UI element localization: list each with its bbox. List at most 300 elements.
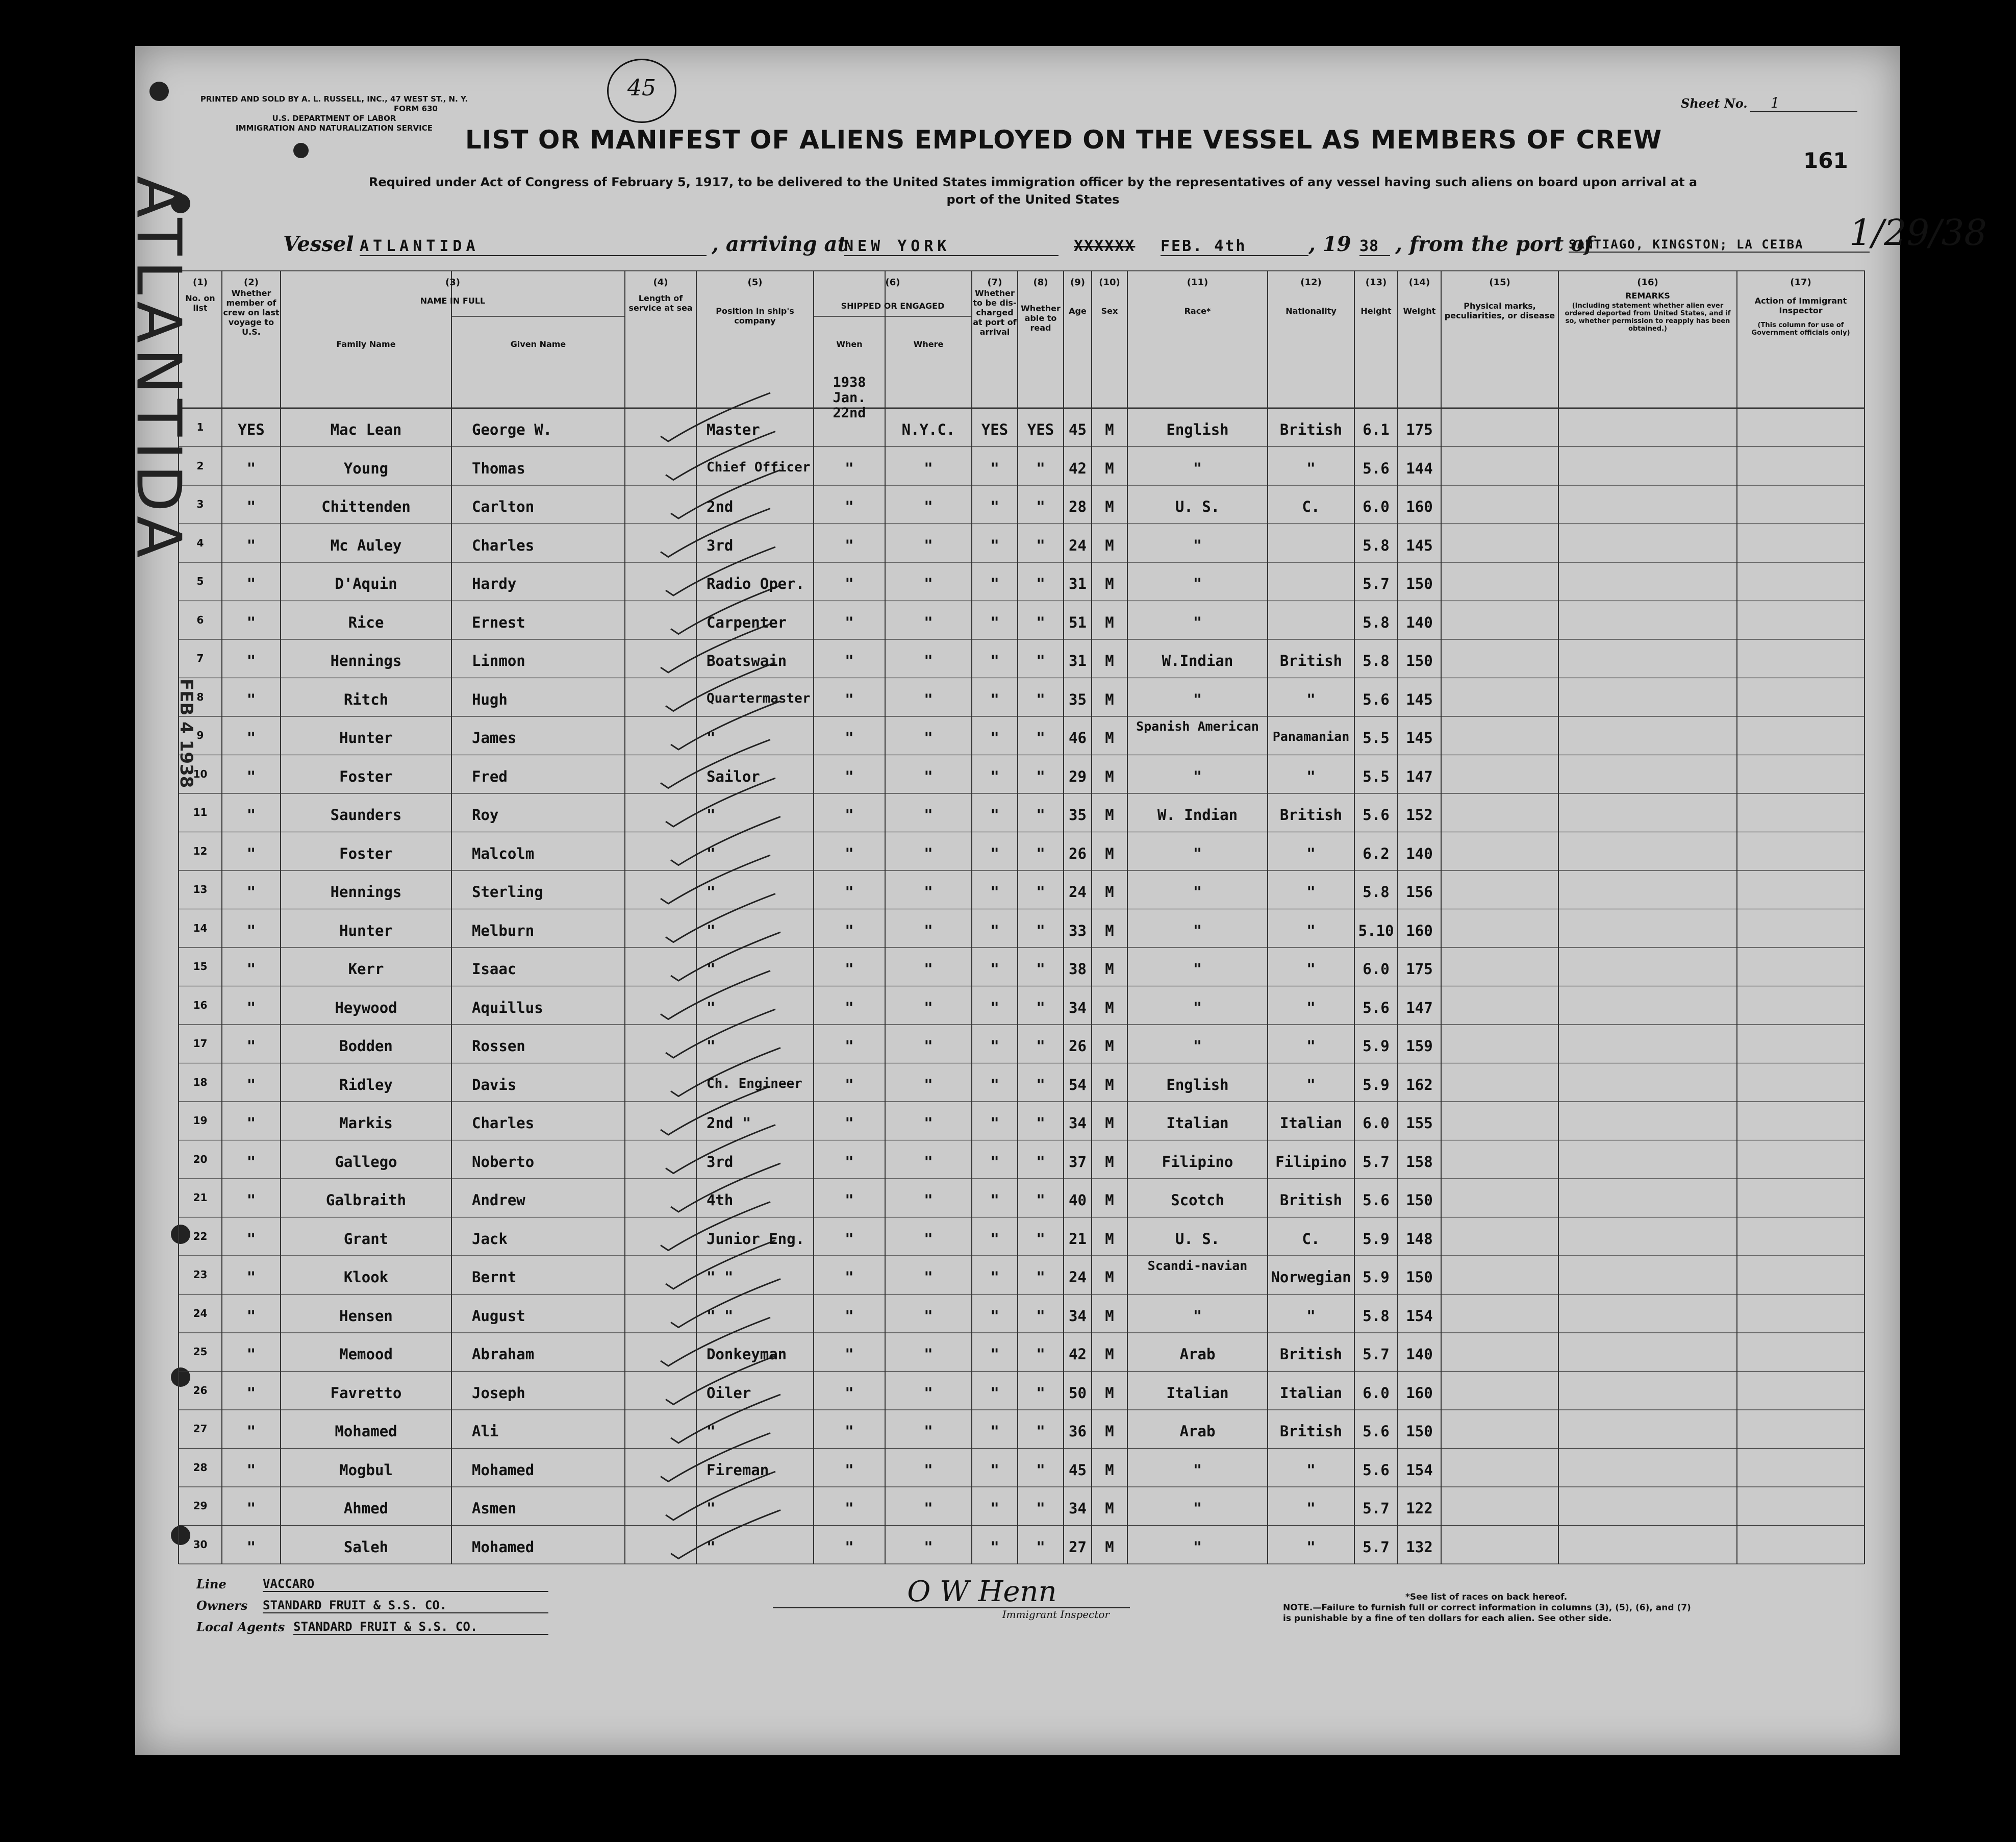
cell-where: " bbox=[924, 690, 933, 708]
table-row bbox=[135, 989, 1864, 1028]
cell-position: " " bbox=[707, 1307, 734, 1325]
cell-height: 6.0 bbox=[1363, 960, 1390, 978]
cell-nat: " bbox=[1306, 883, 1316, 901]
cell-age: 24 bbox=[1069, 1268, 1087, 1286]
cell-weight: 150 bbox=[1406, 652, 1433, 669]
cell-weight: 158 bbox=[1406, 1153, 1433, 1171]
cell-position: " bbox=[707, 806, 716, 824]
row-number: 27 bbox=[193, 1423, 208, 1435]
cell-family: Galbraith bbox=[325, 1191, 407, 1209]
cell-sex: M bbox=[1105, 1268, 1114, 1286]
cell-where: " bbox=[924, 1307, 933, 1325]
cell-weight: 160 bbox=[1406, 498, 1433, 515]
cell-height: 6.0 bbox=[1363, 1114, 1390, 1132]
cell-where: " bbox=[924, 1384, 933, 1402]
cell-given: Hugh bbox=[472, 690, 508, 708]
cell-sex: M bbox=[1105, 922, 1114, 939]
cell-position: " bbox=[707, 844, 716, 862]
cell-read: " bbox=[1036, 1500, 1045, 1517]
cell-race: Scandi-navian bbox=[1147, 1259, 1248, 1273]
cell-height: 5.8 bbox=[1363, 883, 1390, 901]
cell-disch: " bbox=[990, 1230, 999, 1248]
cell-height: 5.8 bbox=[1363, 1307, 1390, 1325]
cell-family: Saleh bbox=[343, 1538, 389, 1556]
cell-when: " bbox=[845, 459, 854, 477]
header-action-note: (This column for use of Government officials only) bbox=[1751, 321, 1850, 337]
cell-sex: M bbox=[1105, 1037, 1114, 1055]
cell-weight: 152 bbox=[1406, 806, 1433, 824]
cell-position: Radio Oper. bbox=[707, 575, 805, 592]
cell-where: " bbox=[924, 536, 933, 554]
cell-given: Roy bbox=[472, 806, 499, 824]
cell-voyage: " bbox=[246, 922, 256, 939]
cell-disch: " bbox=[990, 883, 999, 901]
cell-sex: M bbox=[1105, 690, 1114, 708]
row-number: 12 bbox=[193, 844, 208, 857]
cell-age: 36 bbox=[1069, 1423, 1087, 1440]
table-row bbox=[135, 1258, 1864, 1297]
cell-sex: M bbox=[1105, 1461, 1114, 1479]
cell-when: " bbox=[845, 1076, 854, 1093]
cell-voyage: " bbox=[246, 613, 256, 631]
cell-position: 3rd bbox=[707, 1153, 734, 1171]
cell-race: " bbox=[1193, 1307, 1202, 1325]
table-row bbox=[135, 565, 1864, 604]
cell-sex: M bbox=[1105, 498, 1114, 515]
table-row bbox=[135, 835, 1864, 874]
header-height: Height bbox=[1360, 306, 1392, 316]
cell-given: Ali bbox=[472, 1423, 499, 1440]
cell-when: " bbox=[845, 1230, 854, 1248]
cell-position: 2nd " bbox=[707, 1114, 751, 1132]
cell-height: 5.8 bbox=[1363, 613, 1390, 631]
cell-disch: " bbox=[990, 690, 999, 708]
subtitle-line: port of the United States bbox=[946, 192, 1120, 207]
manifest-sheet bbox=[122, 46, 1987, 1755]
cell-when: " bbox=[845, 767, 854, 785]
cell-voyage: " bbox=[246, 1384, 256, 1402]
agents-label: Local Agents bbox=[196, 1620, 285, 1634]
cell-given: Mohamed bbox=[472, 1461, 535, 1479]
printer-line: FORM 630 bbox=[393, 104, 438, 113]
cell-position: 2nd bbox=[707, 498, 734, 515]
cell-height: 5.9 bbox=[1363, 1230, 1390, 1248]
crew-table bbox=[135, 273, 1900, 1584]
cell-weight: 150 bbox=[1406, 575, 1433, 592]
cell-weight: 145 bbox=[1406, 729, 1433, 746]
cell-family: Foster bbox=[339, 844, 393, 862]
row-number: 2 bbox=[196, 459, 204, 472]
cell-weight: 148 bbox=[1406, 1230, 1433, 1248]
table-row bbox=[135, 1027, 1864, 1066]
cell-nat: Panamanian bbox=[1272, 729, 1350, 744]
cell-nat: " bbox=[1306, 922, 1316, 939]
cell-disch: " bbox=[990, 652, 999, 669]
cell-voyage: " bbox=[246, 1307, 256, 1325]
cell-voyage: " bbox=[246, 1037, 256, 1055]
cell-where: " bbox=[924, 883, 933, 901]
cell-when: " bbox=[845, 1500, 854, 1517]
cell-race: Arab bbox=[1179, 1423, 1216, 1440]
cell-given: Isaac bbox=[472, 960, 517, 978]
cell-position: " bbox=[707, 960, 716, 978]
margin-stamp bbox=[122, 122, 217, 888]
row-number: 3 bbox=[196, 498, 204, 510]
cell-family: Hunter bbox=[339, 922, 393, 939]
cell-disch: " bbox=[990, 1461, 999, 1479]
cell-read: " bbox=[1036, 729, 1045, 746]
cell-given: Joseph bbox=[472, 1384, 525, 1402]
row-number: 10 bbox=[193, 767, 208, 780]
cell-voyage: " bbox=[246, 883, 256, 901]
cell-position: " " bbox=[707, 1268, 734, 1286]
cell-read: " bbox=[1036, 1153, 1045, 1171]
cell-race: " bbox=[1193, 1461, 1202, 1479]
cell-position: " bbox=[707, 883, 716, 901]
header-able-to-read: Whether able to read bbox=[1021, 304, 1061, 333]
cell-given: Ernest bbox=[472, 613, 525, 631]
cell-height: 5.8 bbox=[1363, 536, 1390, 554]
cell-when: " bbox=[845, 999, 854, 1016]
column-number: (11) bbox=[1187, 277, 1208, 288]
cell-family: Hennings bbox=[330, 652, 402, 669]
cell-age: 51 bbox=[1069, 613, 1087, 631]
cell-voyage: " bbox=[246, 690, 256, 708]
cell-read: " bbox=[1036, 1346, 1045, 1363]
cell-disch: " bbox=[990, 1500, 999, 1517]
cell-where: " bbox=[924, 1076, 933, 1093]
stamp-number: 161 bbox=[1803, 148, 1848, 173]
cell-race: Scotch bbox=[1171, 1191, 1224, 1209]
cell-read: " bbox=[1036, 960, 1045, 978]
cell-when: " bbox=[845, 960, 854, 978]
column-number: (17) bbox=[1790, 277, 1811, 288]
cell-disch: " bbox=[990, 498, 999, 515]
cell-disch: " bbox=[990, 1076, 999, 1093]
cell-voyage: " bbox=[246, 536, 256, 554]
cell-race: " bbox=[1193, 960, 1202, 978]
vertical-date-stamp: FEB 4 1938 bbox=[176, 679, 196, 788]
table-row bbox=[135, 527, 1864, 565]
row-number: 7 bbox=[196, 652, 204, 664]
cell-read: " bbox=[1036, 1384, 1045, 1402]
table-row bbox=[135, 1066, 1864, 1105]
cell-where: " bbox=[924, 922, 933, 939]
table-row bbox=[135, 450, 1864, 488]
cell-disch: " bbox=[990, 1384, 999, 1402]
cell-race: W. Indian bbox=[1157, 806, 1238, 824]
cell-position: Donkeyman bbox=[707, 1346, 787, 1363]
cell-read: " bbox=[1036, 767, 1045, 785]
header-position: Position in ship's company bbox=[716, 306, 794, 326]
cell-read: " bbox=[1036, 613, 1045, 631]
cell-height: 5.6 bbox=[1363, 806, 1390, 824]
cell-family: Saunders bbox=[330, 806, 402, 824]
column-number: (9) bbox=[1070, 277, 1085, 288]
cell-weight: 145 bbox=[1406, 690, 1433, 708]
cell-height: 5.9 bbox=[1363, 1076, 1390, 1093]
cell-age: 34 bbox=[1069, 999, 1087, 1016]
cell-nat: British bbox=[1279, 421, 1343, 438]
cell-age: 42 bbox=[1069, 1346, 1087, 1363]
cell-when: " bbox=[845, 1346, 854, 1363]
cell-family: Ahmed bbox=[343, 1500, 389, 1517]
cell-given: August bbox=[472, 1307, 525, 1325]
cell-voyage: " bbox=[246, 459, 256, 477]
cell-sex: M bbox=[1105, 536, 1114, 554]
table-row bbox=[135, 1143, 1864, 1182]
table-row bbox=[135, 950, 1864, 989]
cell-position: Junior Eng. bbox=[707, 1230, 805, 1248]
cell-height: 6.0 bbox=[1363, 498, 1390, 515]
cell-voyage: " bbox=[246, 960, 256, 978]
cell-where: " bbox=[924, 1538, 933, 1556]
cell-voyage: " bbox=[246, 729, 256, 746]
table-row bbox=[135, 1528, 1864, 1567]
cell-weight: 154 bbox=[1406, 1307, 1433, 1325]
cell-family: Hunter bbox=[339, 729, 393, 746]
cell-when: " bbox=[845, 922, 854, 939]
cell-disch: " bbox=[990, 1423, 999, 1440]
header-remarks: REMARKS bbox=[1625, 291, 1670, 301]
row-number: 9 bbox=[196, 729, 204, 741]
header-name-in-full: NAME IN FULL bbox=[420, 296, 486, 306]
cell-nat: " bbox=[1306, 999, 1316, 1016]
cell-age: 28 bbox=[1069, 498, 1087, 515]
line-label: Line bbox=[196, 1577, 226, 1591]
cell-given: George W. bbox=[472, 421, 552, 438]
row-number: 15 bbox=[193, 960, 208, 973]
cell-given: Bernt bbox=[472, 1268, 517, 1286]
cell-height: 6.1 bbox=[1363, 421, 1390, 438]
note-text: NOTE.—Failure to furnish full or correct information in columns (3), (5), (6), and (7) is punishable by a fine of ten dollars for each alien. See other side. bbox=[1283, 1603, 1691, 1624]
column-number: (6) bbox=[885, 277, 900, 288]
cell-read: " bbox=[1036, 922, 1045, 939]
cell-weight: 156 bbox=[1406, 883, 1433, 901]
cell-sex: M bbox=[1105, 1384, 1114, 1402]
cell-where: " bbox=[924, 459, 933, 477]
table-row bbox=[135, 1412, 1864, 1451]
header-nationality: Nationality bbox=[1286, 306, 1337, 316]
cell-position: Quartermaster bbox=[707, 690, 811, 706]
cell-sex: M bbox=[1105, 652, 1114, 669]
row-number: 30 bbox=[193, 1538, 208, 1551]
cell-given: Thomas bbox=[472, 459, 525, 477]
column-number: (15) bbox=[1489, 277, 1510, 288]
table-row bbox=[135, 1489, 1864, 1528]
cell-height: 6.2 bbox=[1363, 844, 1390, 862]
cell-read: " bbox=[1036, 652, 1045, 669]
cell-read: " bbox=[1036, 1268, 1045, 1286]
row-number: 14 bbox=[193, 922, 208, 934]
cell-disch: " bbox=[990, 1114, 999, 1132]
table-row bbox=[135, 1335, 1864, 1374]
cell-where: N.Y.C. bbox=[901, 421, 955, 438]
cell-family: Heywood bbox=[335, 999, 397, 1016]
row-number: 22 bbox=[193, 1230, 208, 1242]
table-row bbox=[135, 375, 1864, 450]
cell-sex: M bbox=[1105, 960, 1114, 978]
cell-sex: M bbox=[1105, 1538, 1114, 1556]
table-row bbox=[135, 488, 1864, 527]
cell-nat: " bbox=[1306, 1500, 1316, 1517]
cell-age: 31 bbox=[1069, 575, 1087, 592]
note-star: *See list of races on back hereof. bbox=[1405, 1592, 1568, 1602]
cell-age: 38 bbox=[1069, 960, 1087, 978]
cell-position: " bbox=[707, 922, 716, 939]
cell-when: " bbox=[845, 883, 854, 901]
cell-race: Italian bbox=[1166, 1114, 1229, 1132]
row-number: 25 bbox=[193, 1346, 208, 1358]
cell-height: 5.6 bbox=[1363, 690, 1390, 708]
cell-age: 27 bbox=[1069, 1538, 1087, 1556]
cell-given: Melburn bbox=[472, 922, 535, 939]
printer-line: U.S. DEPARTMENT OF LABOR bbox=[272, 114, 396, 123]
cell-nat: Italian bbox=[1279, 1114, 1343, 1132]
row-number: 21 bbox=[193, 1191, 208, 1204]
cell-given: Linmon bbox=[472, 652, 525, 669]
cell-given: Mohamed bbox=[472, 1538, 535, 1556]
cell-weight: 122 bbox=[1406, 1500, 1433, 1517]
footer-left bbox=[196, 1577, 656, 1641]
cell-height: 5.6 bbox=[1363, 1423, 1390, 1440]
cell-voyage: " bbox=[246, 1230, 256, 1248]
cell-weight: 140 bbox=[1406, 613, 1433, 631]
cell-nat: British bbox=[1279, 652, 1343, 669]
column-number: (5) bbox=[747, 277, 763, 288]
cell-given: Aquillus bbox=[472, 999, 543, 1016]
cell-sex: M bbox=[1105, 459, 1114, 477]
column-number: (12) bbox=[1300, 277, 1322, 288]
cell-age: 54 bbox=[1069, 1076, 1087, 1093]
document-title: LIST OR MANIFEST OF ALIENS EMPLOYED ON THE VESSEL AS MEMBERS OF CREW bbox=[465, 125, 1662, 155]
sheet-number bbox=[1681, 94, 1857, 112]
cell-voyage: YES bbox=[238, 421, 265, 438]
cell-given: Jack bbox=[472, 1230, 508, 1248]
cell-sex: M bbox=[1105, 1423, 1114, 1440]
header-member-last-voyage: Whether member of crew on last voyage to U.S. bbox=[223, 288, 280, 337]
cell-where: " bbox=[924, 844, 933, 862]
cell-position: 3rd bbox=[707, 536, 734, 554]
cell-sex: M bbox=[1105, 729, 1114, 746]
cell-when: " bbox=[845, 1307, 854, 1325]
cell-weight: 140 bbox=[1406, 1346, 1433, 1363]
header-family-name: Family Name bbox=[336, 339, 396, 349]
document-subtitle bbox=[278, 173, 1788, 208]
row-number: 18 bbox=[193, 1076, 208, 1088]
cell-disch: " bbox=[990, 613, 999, 631]
cell-nat: " bbox=[1306, 459, 1316, 477]
vessel-name: ATLANTIDA bbox=[360, 237, 707, 256]
cell-where: " bbox=[924, 1423, 933, 1440]
cell-where: " bbox=[924, 1230, 933, 1248]
cell-family: Rice bbox=[348, 613, 384, 631]
cell-sex: M bbox=[1105, 1153, 1114, 1171]
cell-where: " bbox=[924, 1153, 933, 1171]
cell-read: " bbox=[1036, 806, 1045, 824]
cell-sex: M bbox=[1105, 883, 1114, 901]
cell-position: " bbox=[707, 1423, 716, 1440]
cell-when: " bbox=[845, 1423, 854, 1440]
inspector-signature: O W Henn bbox=[773, 1577, 1130, 1608]
cell-age: 45 bbox=[1069, 1461, 1087, 1479]
row-number: 17 bbox=[193, 1037, 208, 1050]
row-number: 16 bbox=[193, 999, 208, 1011]
cell-position: " bbox=[707, 1500, 716, 1517]
header-when: When bbox=[836, 339, 863, 349]
cell-sex: M bbox=[1105, 613, 1114, 631]
cell-age: 31 bbox=[1069, 652, 1087, 669]
cell-voyage: " bbox=[246, 1461, 256, 1479]
cell-nat: " bbox=[1306, 844, 1316, 862]
cell-where: " bbox=[924, 613, 933, 631]
cell-family: Mc Auley bbox=[330, 536, 402, 554]
cell-weight: 150 bbox=[1406, 1191, 1433, 1209]
cell-sex: M bbox=[1105, 999, 1114, 1016]
cell-race: " bbox=[1193, 922, 1202, 939]
cell-age: 24 bbox=[1069, 883, 1087, 901]
cell-where: " bbox=[924, 1037, 933, 1055]
cell-race: U. S. bbox=[1175, 1230, 1220, 1248]
cell-height: 5.5 bbox=[1363, 767, 1390, 785]
cell-when: " bbox=[845, 1268, 854, 1286]
cell-weight: 160 bbox=[1406, 1384, 1433, 1402]
cell-family: Grant bbox=[343, 1230, 389, 1248]
cell-when: 1938 Jan. 22nd bbox=[833, 375, 866, 421]
cell-weight: 162 bbox=[1406, 1076, 1433, 1093]
cell-age: 34 bbox=[1069, 1500, 1087, 1517]
table-row bbox=[135, 719, 1864, 758]
cell-when: " bbox=[845, 1037, 854, 1055]
cell-age: 46 bbox=[1069, 729, 1087, 746]
cell-weight: 150 bbox=[1406, 1268, 1433, 1286]
cell-voyage: " bbox=[246, 498, 256, 515]
cell-race: W.Indian bbox=[1162, 652, 1233, 669]
cell-family: Young bbox=[343, 459, 389, 477]
cell-age: 35 bbox=[1069, 690, 1087, 708]
cell-race: " bbox=[1193, 575, 1202, 592]
row-number: 24 bbox=[193, 1307, 208, 1320]
cell-age: 45 bbox=[1069, 421, 1087, 438]
cell-weight: 147 bbox=[1406, 767, 1433, 785]
cell-read: " bbox=[1036, 459, 1045, 477]
cell-disch: " bbox=[990, 806, 999, 824]
cell-given: Hardy bbox=[472, 575, 517, 592]
row-number: 20 bbox=[193, 1153, 208, 1165]
cell-given: Noberto bbox=[472, 1153, 535, 1171]
cell-read: " bbox=[1036, 1230, 1045, 1248]
cell-when: " bbox=[845, 536, 854, 554]
cell-nat: Filipino bbox=[1275, 1153, 1347, 1171]
inspector-label: Immigrant Inspector bbox=[1002, 1608, 1110, 1621]
row-number: 8 bbox=[196, 690, 204, 703]
cell-when: " bbox=[845, 690, 854, 708]
row-number: 23 bbox=[193, 1268, 208, 1281]
printer-line: PRINTED AND SOLD BY A. L. RUSSELL, INC., 47 WEST ST., N. Y. bbox=[200, 94, 468, 104]
table-row bbox=[135, 758, 1864, 796]
cell-nat: " bbox=[1306, 1307, 1316, 1325]
cell-height: 5.6 bbox=[1363, 1191, 1390, 1209]
cell-height: 5.7 bbox=[1363, 1538, 1390, 1556]
cell-where: " bbox=[924, 960, 933, 978]
row-number: 13 bbox=[193, 883, 208, 895]
subtitle-line: Required under Act of Congress of February 5, 1917, to be delivered to the United States immigration officer by the representatives of any vessel having such aliens on board upon arrival at a bbox=[368, 175, 1698, 189]
row-number: 4 bbox=[196, 536, 204, 549]
footer-note bbox=[1283, 1592, 1701, 1624]
cell-sex: M bbox=[1105, 1076, 1114, 1093]
table-row bbox=[135, 1220, 1864, 1259]
cell-sex: M bbox=[1105, 1346, 1114, 1363]
